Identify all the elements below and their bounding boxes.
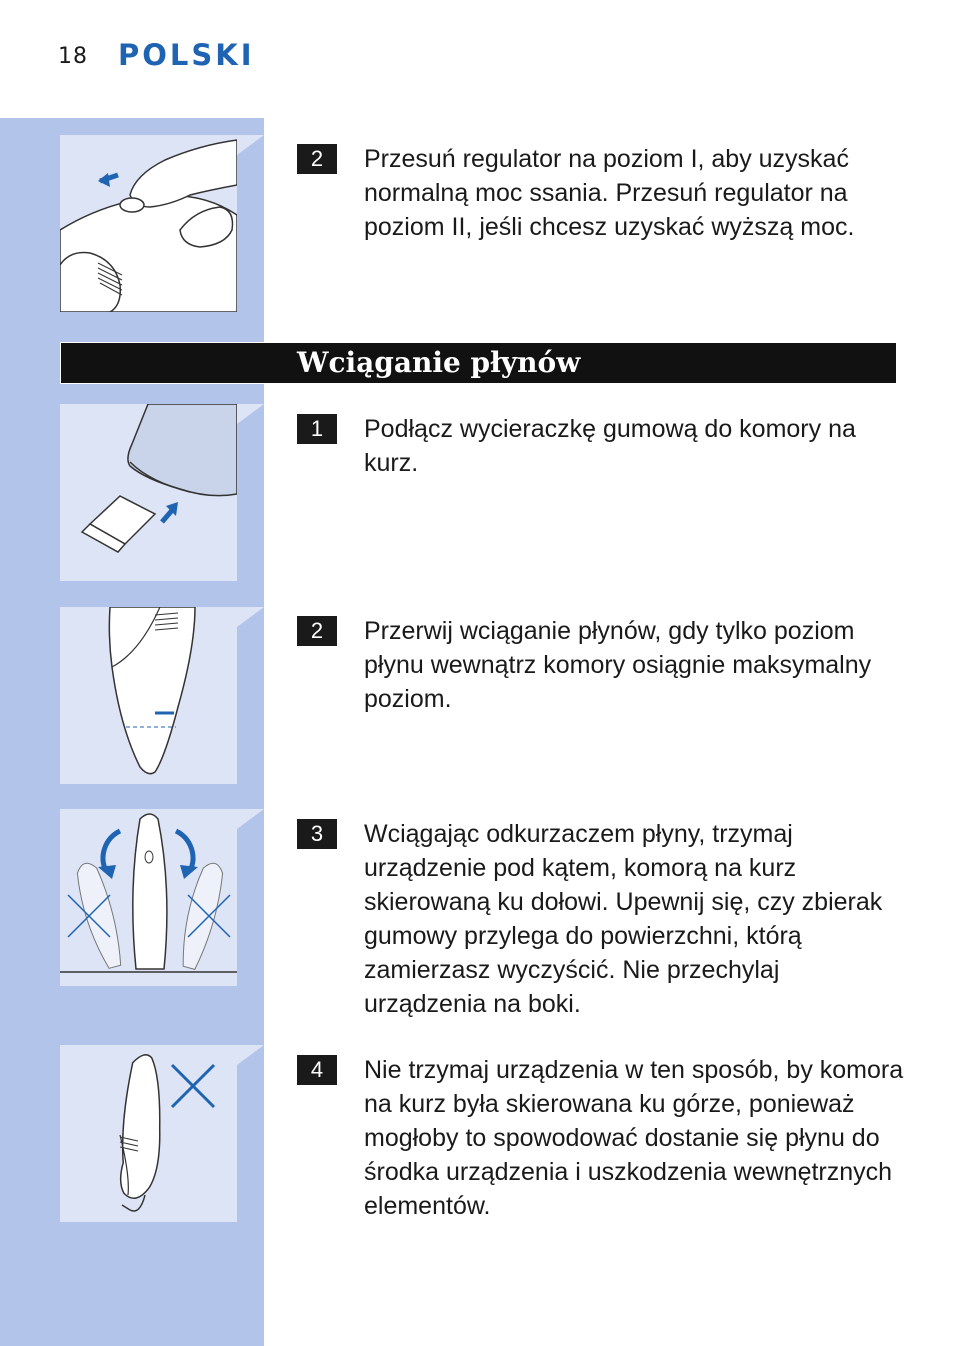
intro-step-text: Przesuń regulator na poziom I, aby uzyskać normalną moc ssania. Przesuń regulator na poziom II, jeśli chcesz uzyskać wyższą moc. — [364, 145, 855, 241]
step-4-number: 4 — [297, 1055, 337, 1085]
section-heading-bar — [60, 342, 897, 384]
step-2-text: Przerwij wciąganie płynów, gdy tylko poziom płynu wewnątrz komory osiągnie maksymalny poziom. — [364, 617, 872, 713]
illustration-pointer — [237, 404, 264, 444]
language-label: POLSKI — [118, 38, 255, 72]
section-title: Wciąganie płynów — [297, 346, 581, 379]
illustration-pointer — [237, 1045, 264, 1085]
step-4-text: Nie trzymaj urządzenia w ten sposób, by komora na kurz była skierowana ku górze, ponieważ mogłoby to spowodować dostanie się płynu do środka urządzenia i uszkodzenia wewnętrznych elementów. — [364, 1056, 904, 1220]
step-3-text: Wciągając odkurzaczem płyny, trzymaj urządzenie pod kątem, komorą na kurz skierowaną ku dołowi. Upewnij się, czy zbierak gumowy przylega do powierzchni, którą zamierzasz wyczyścić. Nie przechylaj urządzenia na boki. — [364, 820, 883, 1018]
illustration-upside-down — [60, 1045, 237, 1222]
step-2-number: 2 — [297, 616, 337, 646]
step-1-text: Podłącz wycieraczkę gumową do komory na kurz. — [364, 415, 856, 477]
illustration-slider — [60, 135, 237, 312]
illustration-pointer — [237, 135, 264, 175]
illustration-tilt — [60, 809, 237, 986]
step-1-number: 1 — [297, 414, 337, 444]
upside-down-warning-icon — [60, 1045, 237, 1222]
max-level-icon — [60, 607, 237, 784]
illustration-nozzle — [60, 404, 237, 581]
illustration-max-level — [60, 607, 237, 784]
illustration-pointer — [237, 809, 264, 849]
illustration-pointer — [237, 607, 264, 647]
slider-hand-icon — [60, 135, 237, 312]
nozzle-attach-icon — [60, 404, 237, 581]
tilt-warning-icon — [60, 809, 237, 986]
page-number: 18 — [58, 44, 88, 69]
step-3-number: 3 — [297, 819, 337, 849]
intro-step-number: 2 — [297, 144, 337, 174]
